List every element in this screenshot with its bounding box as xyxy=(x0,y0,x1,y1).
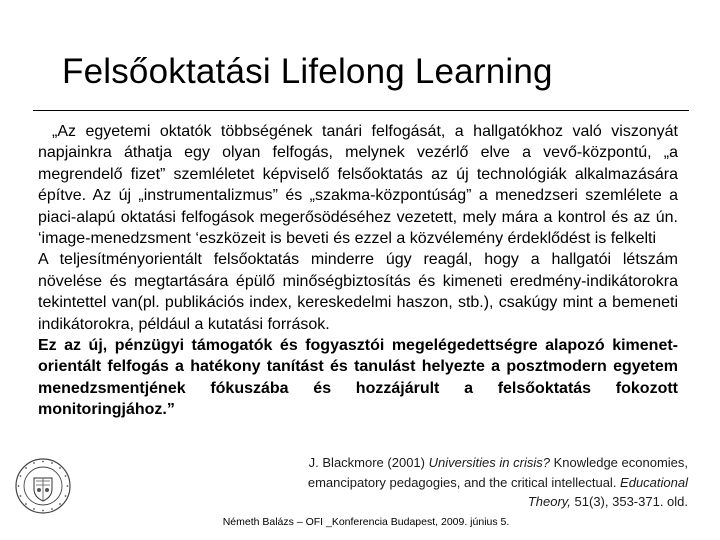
citation-title: Universities in crisis? xyxy=(428,455,550,470)
citation-journal: Educational Theory, xyxy=(527,474,688,509)
university-seal-icon xyxy=(14,457,72,515)
citation-pages: 51(3), 353-371. old. xyxy=(570,494,688,509)
quote-paragraph-1: „Az egyetemi oktatók többségének tanári felfogását, a hallgatókhoz való viszonyát napjainkra áthatja egy olyan felfogás, melynek vezérlő elve a vevő-központú, „a megrendelő fizet” szemléletet képviselő felsőoktatás az új technológiák alkalmazására építve. Az új „instrumentalizmus” és „szakma-központúság” a menedzseri szemlélete a piaci-alapú oktatási felfogások megerősödéséhez vezetett, mely mára a kontrol és az ún. ‘image-menedzsment ‘eszközeit is beveti és ezzel a közvélemény érdeklődést is felkelti xyxy=(38,123,678,248)
quote-body xyxy=(38,121,678,421)
citation-author: J. Blackmore (2001) xyxy=(308,455,429,470)
title-divider xyxy=(33,110,689,111)
slide-footer: Németh Balázs – OFI _Konferencia Budapest, 2009. június 5. xyxy=(222,516,510,528)
citation xyxy=(276,453,688,512)
quote-paragraph-3: Ez az új, pénzügyi támogatók és fogyasztói megelégedettségre alapozó kimenet-orientált felfogás a hatékony tanítást és tanulást helyezte a posztmodern egyetem menedzsmentjének fókuszába és hozzájárult a felsőoktatás fokozott monitoringjához.” xyxy=(38,337,678,419)
quote-paragraph-2: A teljesítményorientált felsőoktatás minderre úgy reagál, hogy a hallgatói létszám növelése és megtartására épülő minőségbiztosítás és kimeneti eredmény-indikátorokra tekintettel van(pl. publikációs index, kereskedelmi haszon, stb.), csakúgy mint a bemeneti indikátorokra, például a kutatási források. xyxy=(38,251,678,333)
citation-subtitle: Knowledge economies, emancipatory pedagogies, and the critical intellectual. xyxy=(307,455,688,490)
slide-title: Felsőoktatási Lifelong Learning xyxy=(62,52,553,91)
